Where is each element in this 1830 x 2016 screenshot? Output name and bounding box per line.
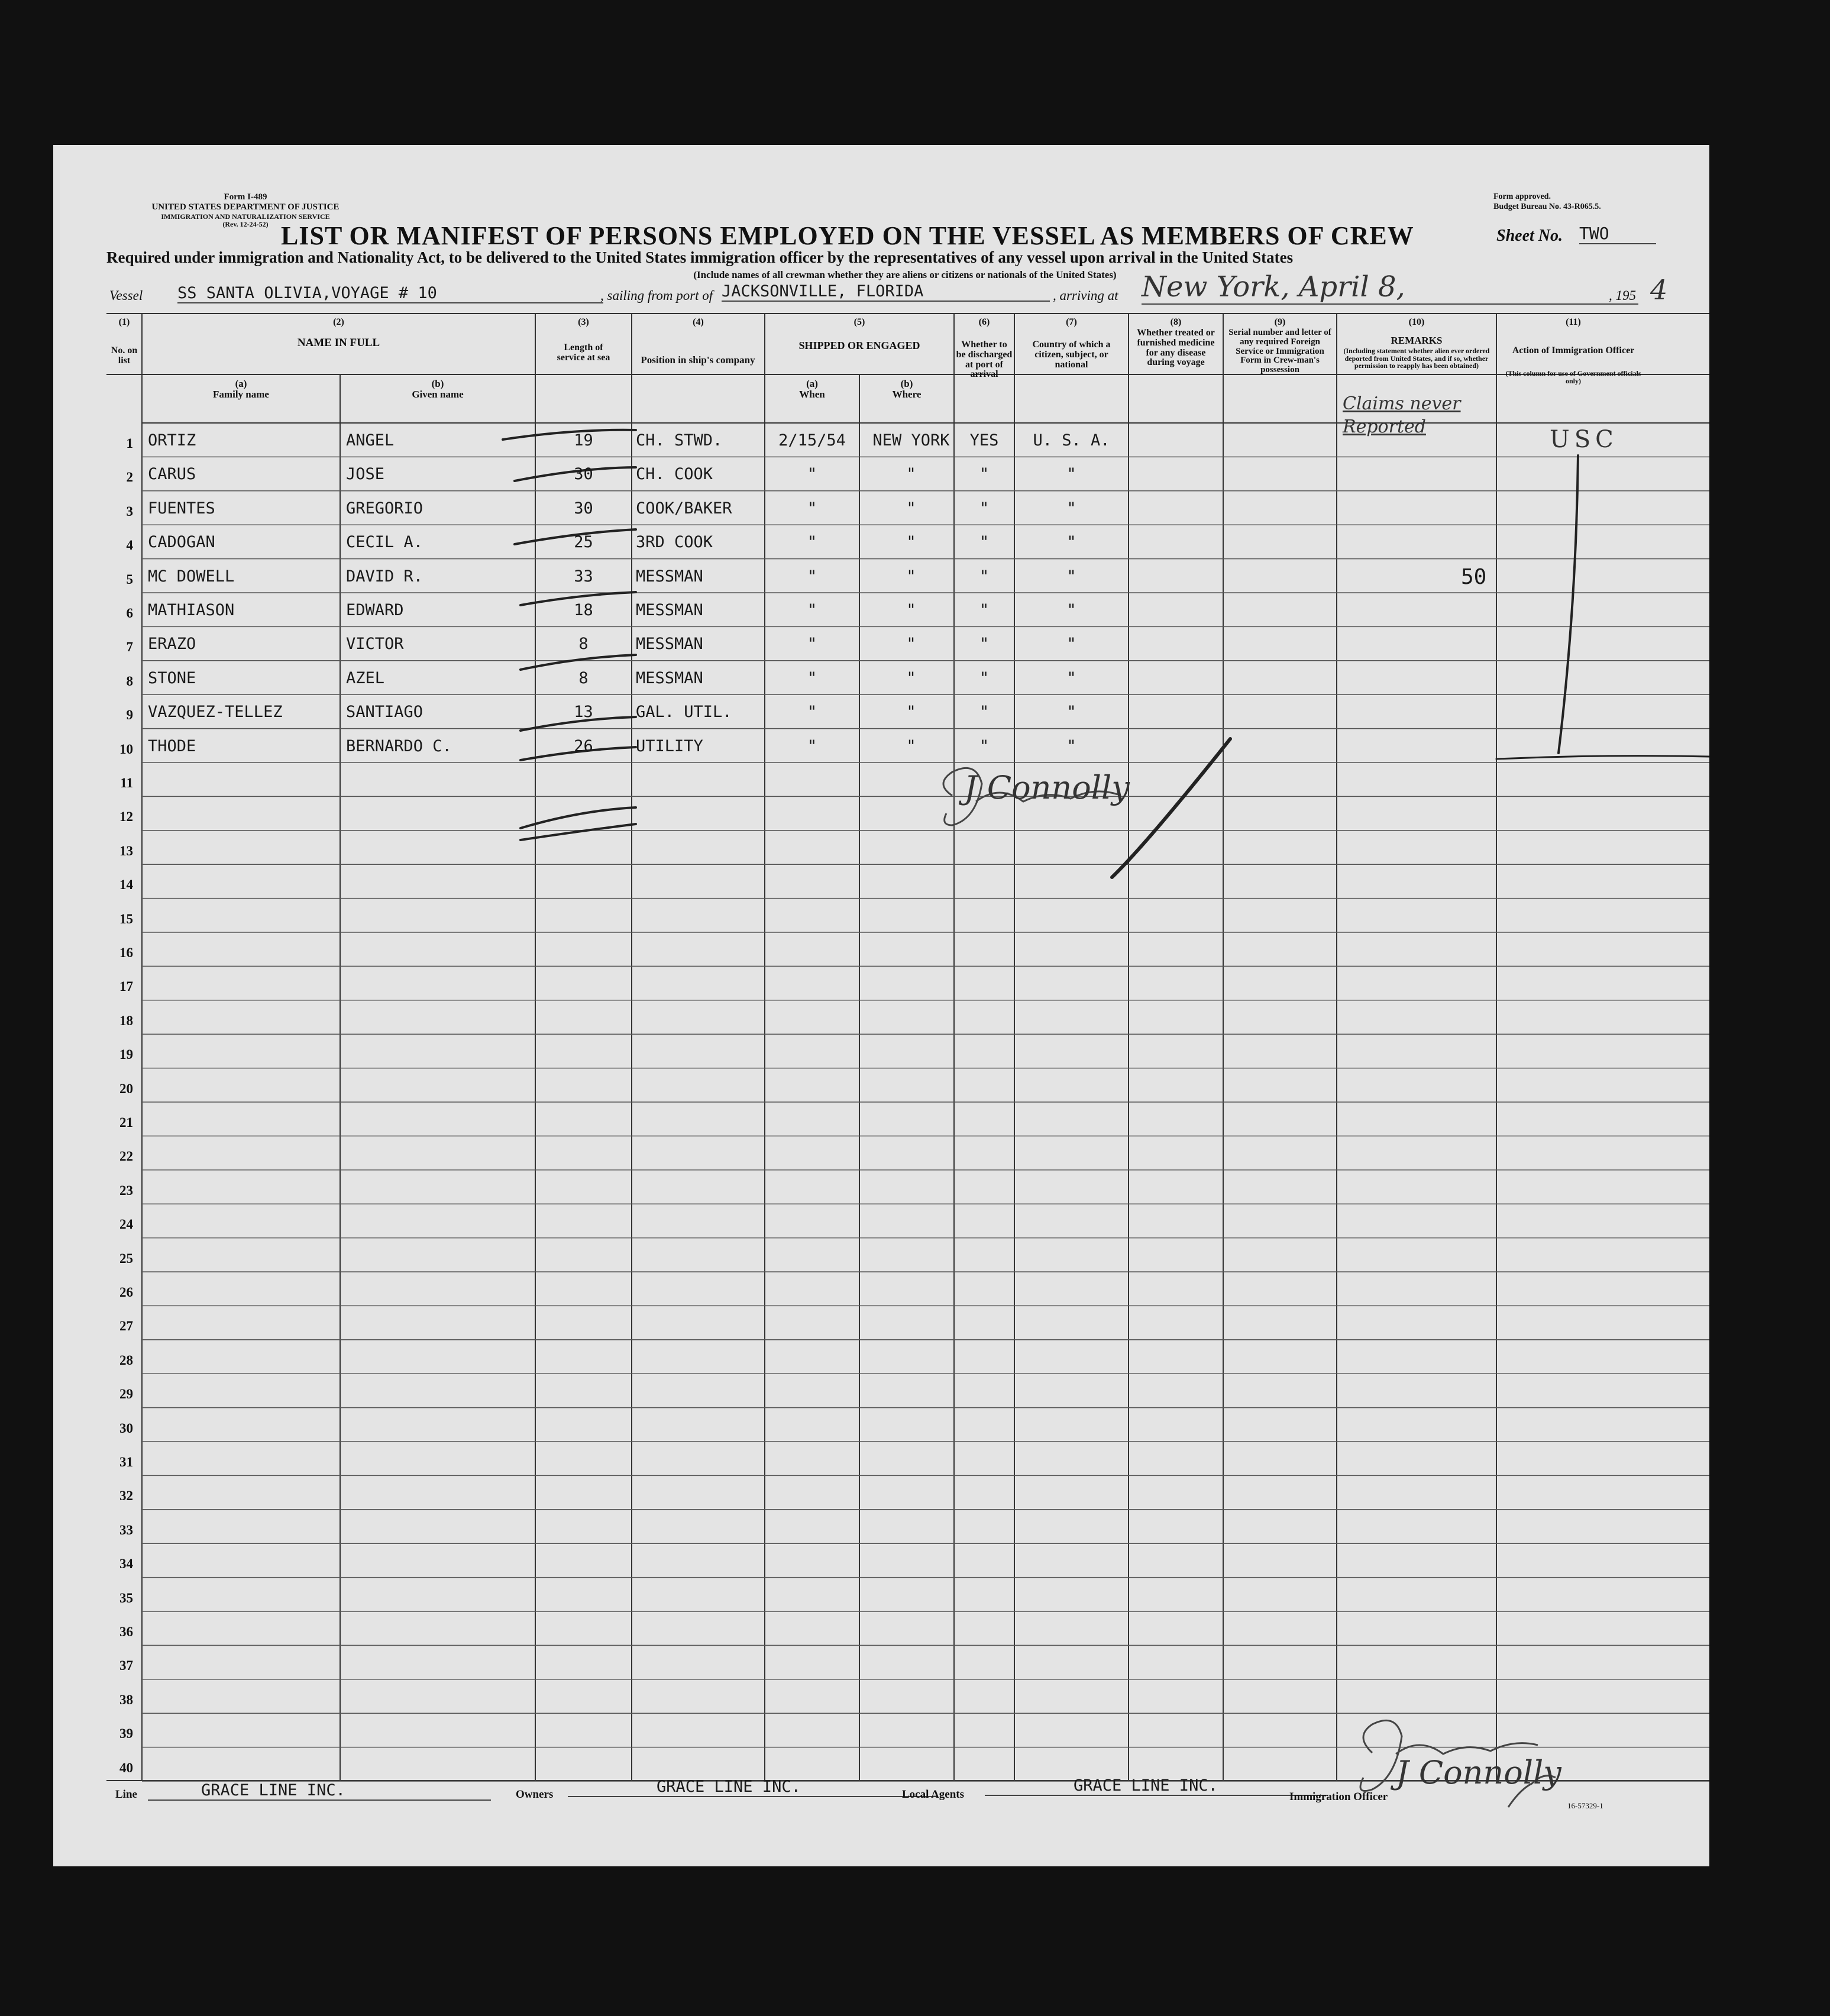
row-number: 35 [119,1590,133,1605]
cell-discharged: " [979,668,990,687]
officer-signature: J Connolly [1396,1754,1561,1791]
cell-where: " [906,533,916,552]
cell-given: JOSE [346,465,385,484]
cell-where: " [906,703,916,722]
col6-header: Whether to be discharged at port of arrival [956,340,1013,380]
col9-header: Serial number and letter of any required Foreign Service or Immigration Form in Crew-man's possession [1228,328,1331,374]
col2a-header: (a) Family name [213,378,269,400]
cell-given: GREGORIO [346,499,423,518]
col4-number: (4) [693,317,704,327]
cell-family: CADOGAN [148,533,215,552]
row-number: 26 [119,1285,133,1300]
cell-family: MATHIASON [148,601,235,619]
cell-when: " [807,465,817,484]
vessel-label: Vessel [109,288,143,303]
sheet-label: Sheet No. [1496,227,1563,245]
manifest-sheet [53,145,1709,1866]
row-number: 38 [119,1692,133,1707]
col1-header: No. on list [111,345,138,366]
footer-owners-value: GRACE LINE INC. [568,1778,937,1797]
cell-position: MESSMAN [636,635,703,654]
approval-text: Form approved. [1493,192,1551,201]
row-number: 22 [119,1149,133,1164]
cell-when: " [807,601,817,619]
cell-country: " [1066,533,1076,552]
col9-number: (9) [1274,317,1286,327]
cell-country: " [1066,668,1076,687]
cell-country: " [1066,567,1076,586]
col3-number: (3) [578,317,589,327]
cell-discharged: " [979,736,990,755]
row-number: 5 [126,571,133,587]
col2b-header: (b) Given name [412,378,464,400]
cell-family: CARUS [148,465,196,484]
cell-given: AZEL [346,668,385,687]
col7-header: Country of which a citizen, subject, or national [1032,340,1111,370]
sheet-value: TWO [1579,224,1656,244]
cell-discharged: " [979,635,990,654]
cell-length: 19 [574,431,593,450]
cell-when: " [807,533,817,552]
year-label: , 195 [1609,288,1636,303]
cell-family: ORTIZ [148,431,196,450]
cell-length: 18 [574,601,593,619]
cell-given: SANTIAGO [346,703,423,722]
vessel-value: SS SANTA OLIVIA,VOYAGE # 10 [177,284,603,303]
row-number: 15 [119,911,133,926]
footer-officer-label: Immigration Officer [1289,1791,1388,1803]
cell-when: " [807,499,817,518]
cell-discharged: " [979,465,990,484]
cell-given: EDWARD [346,601,404,619]
row-number: 34 [119,1556,133,1572]
sailing-label: , sailing from port of [600,288,713,303]
row-number: 16 [119,945,133,960]
cell-family: VAZQUEZ-TELLEZ [148,703,283,722]
col5b-header: (b) Where [892,378,922,400]
col2-header: NAME IN FULL [297,337,380,349]
budget-bureau: Budget Bureau No. 43-R065.5. [1493,202,1601,211]
service-name: IMMIGRATION AND NATURALIZATION SERVICE [161,212,330,221]
col5a-header: (a) When [799,378,825,400]
cell-country: " [1066,635,1076,654]
col11-note: (This column for use of Government officials only) [1505,369,1641,385]
cell-discharged: YES [969,431,999,450]
col10-note: (Including statement whether alien ever ordered deported from United States, and if so, whether permission to reapply has been obtained) [1343,347,1490,370]
cell-discharged: " [979,499,990,518]
cell-country: " [1066,736,1076,755]
cell-family: MC DOWELL [148,567,235,586]
cell-given: CECIL A. [346,533,423,552]
col3-header: Length of service at sea [557,343,610,363]
cell-where: " [906,668,916,687]
row-number: 18 [119,1013,133,1028]
form-number: Form I-489 [224,192,267,202]
revision-date: (Rev. 12-24-52) [222,220,269,229]
cell-position: MESSMAN [636,567,703,586]
cell-discharged: " [979,533,990,552]
arriving-label: , arriving at [1053,288,1118,303]
col7-number: (7) [1066,317,1077,327]
cell-length: 30 [574,499,593,518]
col1-number: (1) [118,317,130,327]
row-number: 14 [119,877,133,893]
cell-country: " [1066,601,1076,619]
cell-country: " [1066,465,1076,484]
cell-when: " [807,736,817,755]
col10-number: (10) [1408,317,1425,327]
col8-number: (8) [1170,317,1182,327]
row-number: 7 [126,639,133,655]
cell-position: MESSMAN [636,668,703,687]
cell-discharged: " [979,567,990,586]
cell-given: DAVID R. [346,567,423,586]
row-number: 25 [119,1251,133,1266]
cell-length: 33 [574,567,593,586]
remarks-handwritten: Claims never Reported [1343,393,1461,437]
year-value: 4 [1650,274,1668,306]
department-name: UNITED STATES DEPARTMENT OF JUSTICE [151,202,340,212]
arriving-port-value: New York, April 8, [1142,270,1638,305]
col5-number: (5) [853,317,865,327]
row-number: 12 [119,809,133,825]
row-number: 11 [120,776,133,790]
form-title: LIST OR MANIFEST OF PERSONS EMPLOYED ON THE VESSEL AS MEMBERS OF CREW [281,221,1414,250]
row-number: 17 [119,979,133,994]
cell-length: 30 [574,465,593,484]
col11-number: (11) [1566,317,1581,327]
col4-header: Position in ship's company [641,354,755,366]
cell-length: 13 [574,703,593,722]
cell-when: " [807,635,817,654]
row-number: 9 [126,707,133,723]
col10-header: REMARKS [1391,335,1443,346]
cell-when: " [807,668,817,687]
row-number: 4 [126,538,133,553]
row-number: 29 [119,1387,133,1402]
row-number: 40 [119,1760,133,1775]
row-number: 8 [126,673,133,689]
col5-header: SHIPPED OR ENGAGED [798,340,920,351]
cell-where: " [906,736,916,755]
row-number: 32 [119,1488,133,1504]
print-code: 16-57329-1 [1567,1801,1603,1810]
cell-when: " [807,567,817,586]
col6-number: (6) [978,317,990,327]
row-number: 36 [119,1624,133,1639]
row-number: 23 [119,1183,133,1198]
remark-row5: 50 [1461,565,1487,589]
cell-position: UTILITY [636,736,703,755]
col11-header: Action of Immigration Officer [1512,345,1635,356]
cell-given: ANGEL [346,431,395,450]
cell-country: U. S. A. [1033,431,1110,450]
action-handwritten: USC [1550,426,1618,453]
row-number: 31 [119,1455,133,1469]
cell-family: FUENTES [148,499,215,518]
cell-given: VICTOR [346,635,404,654]
row-number: 28 [119,1352,133,1368]
cell-position: COOK/BAKER [636,499,732,518]
footer-agents-label: Local Agents [902,1788,965,1801]
cell-country: " [1066,703,1076,722]
row-number: 10 [119,741,133,757]
cell-when: " [807,703,817,722]
row-number: 27 [119,1319,133,1334]
col2-number: (2) [333,317,344,327]
sailing-port-value: JACKSONVILLE, FLORIDA [722,282,1050,302]
row-number: 39 [119,1726,133,1742]
row-number: 6 [126,606,133,621]
cell-discharged: " [979,601,990,619]
row-number: 24 [119,1217,133,1232]
cell-position: GAL. UTIL. [636,703,732,722]
footer-line-label: Line [115,1788,137,1801]
cell-where: " [906,635,916,654]
cell-country: " [1066,499,1076,518]
row-number: 19 [119,1047,133,1062]
footer-line-value: GRACE LINE INC. [148,1781,491,1801]
cell-where: " [906,567,916,586]
row-number: 37 [119,1658,133,1673]
footer-owners-label: Owners [516,1788,554,1801]
row-number: 20 [119,1081,133,1096]
cell-discharged: " [979,703,990,722]
cell-family: ERAZO [148,635,196,654]
cell-length: 8 [578,635,589,654]
col8-header: Whether treated or furnished medicine for any disease during voyage [1137,328,1215,368]
cell-where: NEW YORK [872,431,950,450]
cell-family: THODE [148,736,196,755]
cell-where: " [906,601,916,619]
row-number: 1 [126,436,133,451]
cell-position: MESSMAN [636,601,703,619]
form-subtitle: Required under immigration and Nationality Act, to be delivered to the United States immigration officer by the representatives of any vessel upon arrival in the United States [106,248,1294,266]
cell-position: CH. COOK [636,465,713,484]
cell-position: 3RD COOK [636,533,713,552]
row-number: 3 [126,503,133,519]
cell-family: STONE [148,668,196,687]
cell-where: " [906,465,916,484]
cell-when: 2/15/54 [778,431,846,450]
cell-length: 26 [574,736,593,755]
row-number: 13 [119,843,133,858]
row-number: 30 [119,1420,133,1436]
cell-given: BERNARDO C. [346,736,452,755]
form-note: (Include names of all crewman whether they are aliens or citizens or nationals of the United States) [693,269,1117,280]
cell-length: 8 [578,668,589,687]
row-number: 21 [119,1115,133,1130]
signature-body: J Connolly [964,769,1130,806]
cell-length: 25 [574,533,593,552]
cell-position: CH. STWD. [636,431,723,450]
row-number: 2 [126,470,133,485]
cell-where: " [906,499,916,518]
footer-agents-value: GRACE LINE INC. [985,1776,1328,1796]
row-number: 33 [119,1522,133,1537]
